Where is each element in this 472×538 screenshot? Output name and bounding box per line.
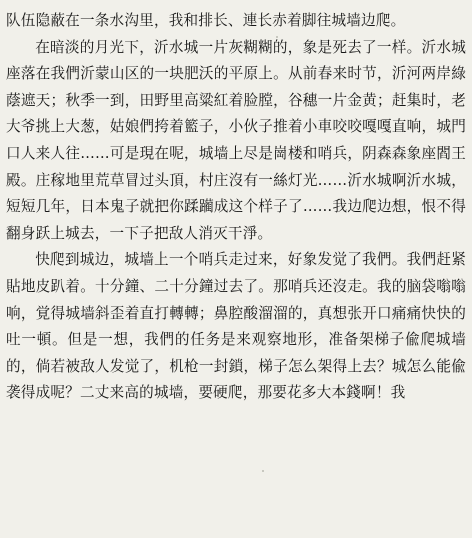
- paragraph-1: 队伍隐蔽在一条水沟里，我和排长、連长赤着脚往城墙边爬。: [6, 12, 406, 29]
- paragraph-2: 在暗淡的月光下，沂水城一片灰糊糊的，象是死去了一样。沂水城座落在我們沂蒙山区的一块肥沃的平原上。从前春来时节，沂河两岸綠蔭遮天；秋季一到，田野里高粱紅着脸膛，谷穗一片金黄；赶集时，老大爷挑上大葱，姑娘們挎着籃子，小伙子推着小車咬咬嘎嘎直响，城門口人来人往……可是現在呢，城墙上尽是崗楼和哨兵，阴森森象座閻王殿。庄稼地里荒草冒过头頂，村庄沒有一絲灯光……沂水城啊沂水城，短短几年，日本鬼子就把你蹂躏成这个样子了……我边爬边想，恨不得翻身跃上城去，一下子把敌人消灭干淨。: [6, 38, 466, 242]
- print-speck: [391, 206, 393, 208]
- print-speck: [241, 45, 243, 47]
- print-speck: [262, 470, 264, 472]
- paragraph-3: 快爬到城边，城墙上一个哨兵走过来，好象发觉了我們。我們赶紧貼地皮趴着。十分鐘、二十分鐘过去了。那哨兵还沒走。我的脑袋嗡嗡响，覚得城墙斜歪着直打轉轉；鼻腔酸溜溜的，真想张开口痛痛快快的吐一頓。但是一想，我們的任务是来观察地形，准备架梯子偸爬城墙的，倘若被敌人发觉了，机枪一封鎖，梯子怎么架得上去？城怎么能偸袭得成呢？二丈来高的城墙，要硬爬，那要花多大本錢啊！我: [6, 251, 466, 402]
- print-speck: [276, 36, 278, 38]
